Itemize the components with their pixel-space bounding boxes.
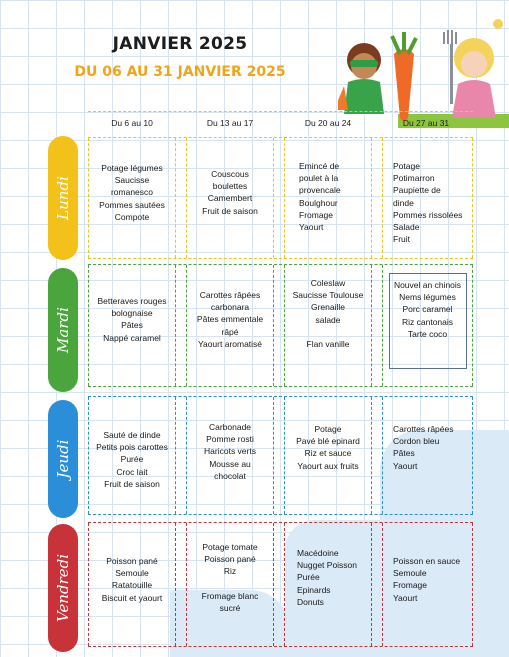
menu-item: Cordon bleu — [393, 436, 440, 447]
menu-item: Camembert — [207, 193, 253, 204]
menu-item: Poisson pané — [106, 556, 158, 566]
menu-item: Riz — [223, 566, 237, 577]
menu-item — [285, 326, 371, 338]
row-line-jeudi-bottom — [88, 514, 473, 515]
week-label-4: Du 27 au 31 — [402, 118, 450, 128]
menu-item: Haricots verts — [204, 446, 256, 457]
menu-item: Paupiette de — [393, 185, 441, 196]
menu-cell-lundi-week2 — [186, 138, 274, 258]
menu-item: Betteraves rouges — [97, 296, 167, 306]
menu-item: Carbonade — [208, 422, 252, 432]
menu-item: Croc lait — [116, 466, 148, 477]
menu-item: Poisson pané — [204, 554, 256, 565]
day-label-jeudi: Jeudi — [54, 439, 72, 479]
page-subtitle: DU 06 AU 31 JANVIER 2025 — [74, 64, 286, 80]
boy-mask — [350, 60, 378, 67]
week-label-3: Du 20 au 24 — [304, 118, 352, 128]
menu-item: Nouvel an chinois — [393, 280, 462, 290]
menu-item: Flan vanille — [306, 338, 350, 349]
menu-item: Carottes râpées — [199, 290, 261, 300]
day-tab-lundi — [48, 136, 78, 260]
week-label-2: Du 13 au 17 — [206, 118, 254, 128]
menu-item: Pommes rissolées — [393, 209, 463, 220]
menu-cell-lundi-week1 — [88, 138, 176, 258]
menu-item: Biscuit et yaourt — [101, 592, 163, 603]
menu-item: Donuts — [297, 596, 324, 607]
menu-item: râpé — [221, 326, 239, 337]
menu-item: Pâtes emmentale — [196, 314, 264, 325]
day-label-mardi: Mardi — [54, 307, 72, 353]
menu-item: Riz cantonais — [401, 316, 454, 327]
menu-item: boulettes — [212, 181, 248, 192]
menu-item: Nappé caramel — [103, 332, 161, 343]
week-label-1: Du 6 au 10 — [111, 118, 153, 128]
menu-item: Fruit de saison — [202, 205, 258, 216]
day-label-lundi: Lundi — [54, 176, 72, 220]
menu-item — [187, 578, 273, 590]
day-tab-jeudi — [48, 400, 78, 518]
menu-item: Yaourt — [393, 460, 418, 471]
page-title: JANVIER 2025 — [112, 34, 248, 54]
menu-cell-mardi-week2 — [186, 265, 274, 386]
day-label-vendredi: Vendredi — [54, 553, 72, 623]
menu-item: Boulghour — [299, 197, 338, 208]
menu-item: Purée — [297, 572, 320, 583]
menu-item: Porc caramel — [402, 304, 453, 315]
menu-cell-vendredi-week2 — [186, 523, 274, 646]
header-top-line — [88, 111, 473, 112]
menu-item: Purée — [120, 454, 144, 465]
menu-item: Potimarron — [393, 173, 435, 184]
menu-item: salade — [315, 314, 341, 325]
menu-item: Compote — [114, 211, 150, 222]
menu-item: Grenaille — [310, 302, 346, 313]
menu-item: Fromage — [393, 580, 428, 591]
menu-item: Yaourt aux fruits — [297, 460, 359, 471]
girl-face — [461, 51, 487, 77]
menu-item: Potage légumes — [101, 163, 163, 173]
menu-item: Fruit — [393, 234, 410, 245]
day-tab-vendredi — [48, 524, 78, 652]
menu-item: Yaourt aromatisé — [197, 338, 263, 349]
menu-cell-jeudi-week4 — [382, 397, 473, 514]
menu-item: Sauté de dinde — [103, 430, 161, 440]
menu-item: Semoule — [115, 568, 149, 579]
menu-cell-lundi-week3 — [284, 138, 372, 258]
menu-item: chocolat — [214, 470, 246, 481]
menu-item: Tarte coco — [407, 328, 448, 339]
menu-cell-mardi-week3 — [284, 265, 372, 386]
menu-item: Saucisse Toulouse — [292, 290, 364, 301]
row-line-mardi-bottom — [88, 386, 473, 387]
fork-icon — [450, 44, 453, 104]
menu-cell-mardi-week1 — [88, 265, 176, 386]
menu-cell-vendredi-week4 — [382, 523, 473, 646]
menu-item: poulet à la — [299, 173, 339, 184]
menu-cell-jeudi-week3 — [284, 397, 372, 514]
menu-item: Carottes râpées — [393, 424, 454, 434]
menu-item: Petits pois carottes — [96, 442, 168, 453]
menu-cell-vendredi-week1 — [88, 523, 176, 646]
row-line-vendredi-bottom — [88, 646, 473, 647]
menu-item: Yaourt — [299, 222, 324, 233]
day-tab-mardi — [48, 268, 78, 392]
menu-item: Potage — [314, 424, 342, 434]
menu-item: Nugget Poisson — [297, 560, 358, 571]
menu-item: romanesco — [110, 187, 154, 198]
menu-item: Epinards — [297, 584, 331, 595]
menu-item: Couscous — [211, 169, 249, 179]
week-header-row — [88, 112, 473, 134]
menu-item: Poisson en sauce — [393, 556, 461, 566]
menu-item: provencale — [299, 185, 341, 196]
menu-cell-jeudi-week2 — [186, 397, 274, 514]
menu-cell-vendredi-week3 — [284, 523, 372, 646]
menu-item: Riz et sauce — [304, 448, 352, 459]
menu-cell-mardi-week4 — [382, 265, 473, 386]
menu-item: Pâtes — [121, 320, 143, 331]
menu-item: Fromage blanc — [201, 590, 259, 601]
menu-item: Pâtes — [393, 448, 415, 459]
menu-item: Ratatouille — [111, 580, 153, 591]
menu-item: Fruit de saison — [104, 478, 160, 489]
menu-item: carbonara — [210, 302, 250, 313]
menu-item: Yaourt — [393, 592, 418, 603]
boy-body — [344, 79, 384, 114]
menu-item: Coleslaw — [310, 278, 346, 288]
menu-item: Pavé blé epinard — [296, 436, 360, 447]
menu-item: Potage — [393, 161, 420, 171]
menu-item: Emincé de — [299, 161, 340, 171]
menu-item: Potage tomate — [202, 542, 258, 552]
menu-item: sucré — [219, 602, 241, 613]
menu-cell-lundi-week4 — [382, 138, 473, 258]
menu-item: dinde — [393, 197, 414, 208]
menu-item: bolognaise — [111, 308, 153, 319]
menu-item: Salade — [393, 222, 420, 233]
menu-item: Pommes sautées — [99, 199, 165, 210]
menu-item: Mousse au — [209, 458, 251, 469]
menu-item: Nems légumes — [399, 292, 456, 303]
menu-cell-jeudi-week1 — [88, 397, 176, 514]
row-line-lundi-bottom — [88, 258, 473, 259]
special-menu-box — [389, 273, 467, 369]
menu-item: Fromage — [299, 209, 334, 220]
menu-item: Saucisse — [114, 175, 150, 186]
menu-item: Macédoine — [297, 548, 339, 558]
menu-item: Pomme rosti — [206, 434, 254, 445]
menu-item: Semoule — [393, 568, 427, 579]
